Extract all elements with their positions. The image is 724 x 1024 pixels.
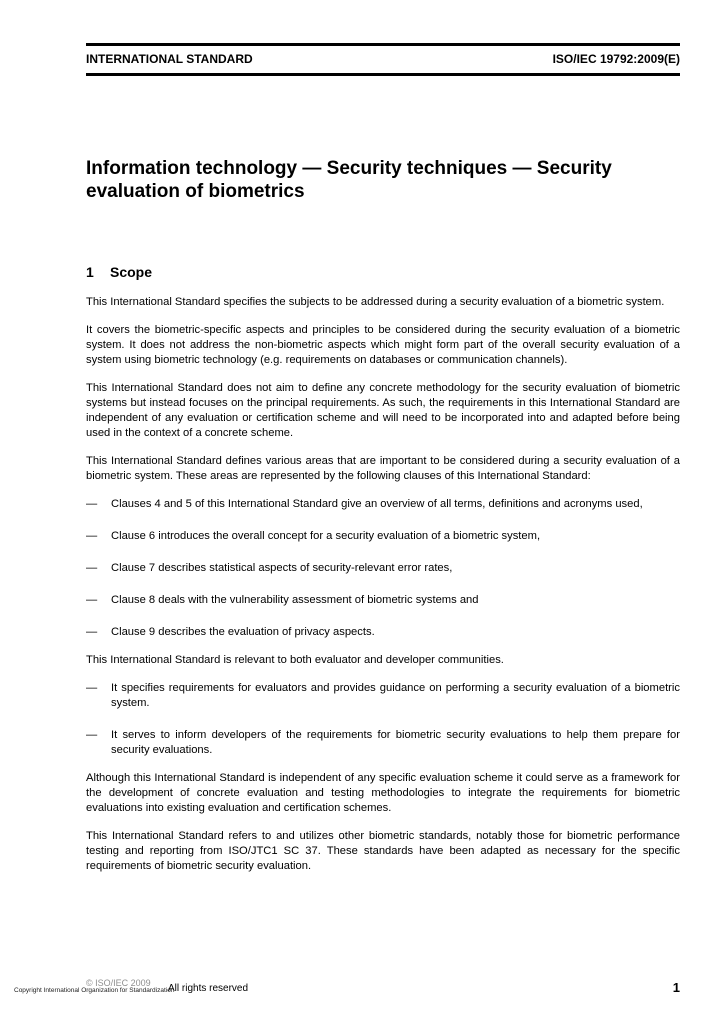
footer-copyright-year: © ISO/IEC 2009 xyxy=(86,978,151,988)
list-item-text: Clause 7 describes statistical aspects of security-relevant error rates, xyxy=(111,562,453,574)
header-doc-type: INTERNATIONAL STANDARD xyxy=(86,52,253,66)
paragraph: This International Standard defines various areas that are important to be considered during a security evaluation of a biometric system. These areas are represented by the following clauses of this International Standard: xyxy=(86,455,680,482)
document-body xyxy=(86,295,680,887)
list-item xyxy=(86,625,680,640)
list-item xyxy=(86,497,680,512)
dash-marker: — xyxy=(86,530,98,542)
list-item-text: Clauses 4 and 5 of this International Standard give an overview of all terms, definitions and acronyms used, xyxy=(111,498,643,510)
list-item xyxy=(86,561,680,576)
paragraph: It covers the biometric-specific aspects and principles to be considered during the security evaluation of a biometric system. It does not address the non-biometric aspects which might form part of the overall security evaluation of a system using biometric technology (e.g. requirements on databases or communication channels). xyxy=(86,324,680,366)
list-item xyxy=(86,593,680,608)
paragraph: This International Standard refers to and utilizes other biometric standards, notably those for biometric performance testing and reporting from ISO/JTC1 SC 37. These standards have been adapted as necessary for the specific requirements of biometric security evaluation. xyxy=(86,830,680,872)
list-item-text: Clause 8 deals with the vulnerability assessment of biometric systems and xyxy=(111,594,479,606)
paragraph: Although this International Standard is independent of any specific evaluation scheme it could serve as a framework for the development of concrete evaluation and testing methodologies to integrate the requirements for biometric evaluations into existing evaluation and certification schemes. xyxy=(86,772,680,814)
dash-marker: — xyxy=(86,729,98,741)
list-item-text: Clause 6 introduces the overall concept for a security evaluation of a biometric system, xyxy=(111,530,541,542)
dash-marker: — xyxy=(86,594,98,606)
dash-marker: — xyxy=(86,498,98,510)
section-heading xyxy=(86,263,152,281)
list-item xyxy=(86,529,680,544)
dash-marker: — xyxy=(86,626,98,638)
page-number: 1 xyxy=(672,980,680,995)
list-item xyxy=(86,681,680,711)
header-top-rule xyxy=(86,43,680,46)
section-number: 1 xyxy=(86,264,94,280)
list-item-text: It specifies requirements for evaluators and provides guidance on performing a security evaluation of a biometric system. xyxy=(111,682,680,709)
footer-license-stamp: Copyright International Organization for Standardization xyxy=(14,987,175,994)
list-item-text: It serves to inform developers of the requirements for biometric security evaluations to help them prepare for security evaluations. xyxy=(111,729,680,756)
list-item-text: Clause 9 describes the evaluation of privacy aspects. xyxy=(111,626,375,638)
paragraph: This International Standard does not aim to define any concrete methodology for the security evaluation of biometric systems but instead focuses on the principal requirements. As such, the requirements in this International Standard are independent of any evaluation or certification scheme and will need to be incorporated into and adapted before being used in the context of a concrete scheme. xyxy=(86,382,680,439)
page-title: Information technology — Security techniques — Security evaluation of biometrics xyxy=(86,158,612,202)
list-item xyxy=(86,728,680,758)
dash-marker: — xyxy=(86,562,98,574)
dash-marker: — xyxy=(86,682,98,694)
footer-copyright: All rights reserved xyxy=(168,983,249,994)
paragraph: This International Standard specifies the subjects to be addressed during a security evaluation of a biometric system. xyxy=(86,296,665,308)
paragraph: This International Standard is relevant to both evaluator and developer communities. xyxy=(86,654,504,666)
section-title: Scope xyxy=(110,264,153,280)
header-doc-number: ISO/IEC 19792:2009(E) xyxy=(552,52,680,66)
header-bottom-rule xyxy=(86,73,680,76)
